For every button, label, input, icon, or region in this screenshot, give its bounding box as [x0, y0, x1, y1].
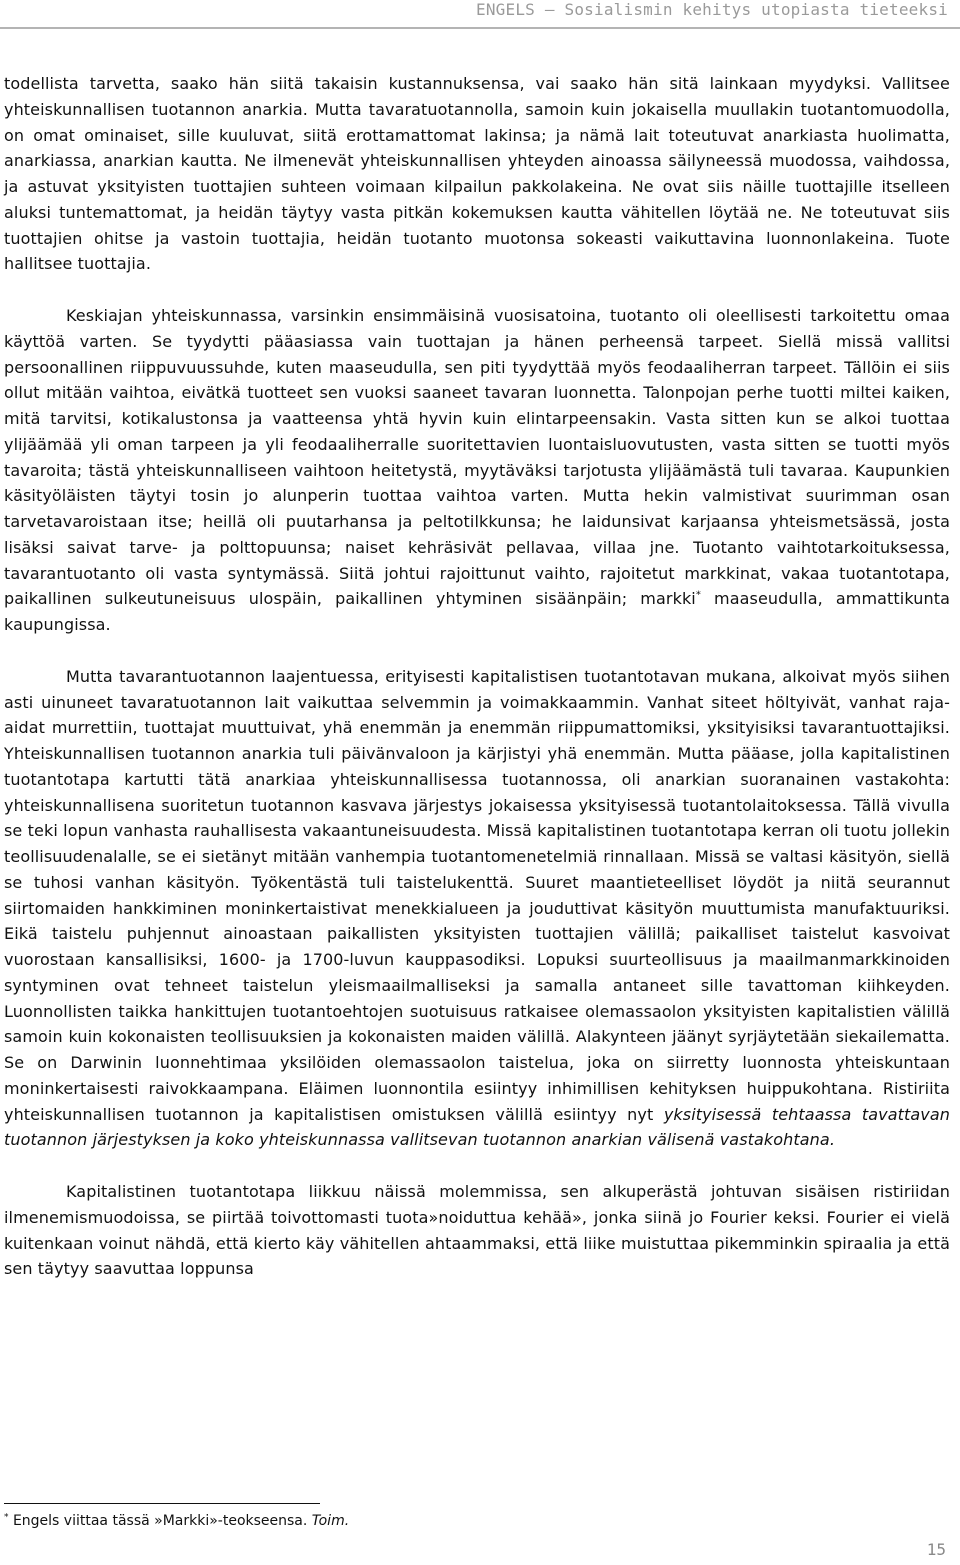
paragraph-text: todellista tarvetta, saako hän siitä takaisin kustannuksensa, vai saako hän sitä lainkaan myydyksi. Vallitsee yhteiskunnallisen tuotannon anarkia. Mutta tavaratuotannolla, samoin kuin jokaisella muullakin tuotantomuodolla, on omat ominaiset, sille kuuluvat, siitä erottamattomat lakinsa; ja nämä lait toteutuvat anarkiasta huolimatta, anarkiassa, anarkian kautta. Ne ilmenevät yhteiskunnallisen yhteyden ainoassa säilyneessä muodossa, vaihdossa, ja astuvat yksityisten tuottajien suhteen voimaan kilpailun pakkolakeina. Ne ovat siis näille tuottajille itselleen aluksi tuntemattomat, ja heidän täytyy vasta pitkän kokemuksen kautta vähitellen löytää ne. Ne toteutuvat siis tuottajien ohitse ja vastoin tuottajia, heidän tuotanto muotonsa sokeasti vaikuttavina luonnonlakeina. Tuote hallitsee tuottajia. — [4, 74, 950, 274]
body-text — [4, 71, 950, 1282]
paragraph — [4, 1179, 950, 1282]
paragraph-text: Mutta tavarantuotannon laajentuessa, erityisesti kapitalistisen tuotantotavan mukana, alkoivat myös siihen asti uinuneet tavaratuotannon lait vaikuttaa selvemmin ja voimakkaammin. Vanhat siteet höltyivät, vanhat raja-aidat murrettiin, tuottajat muuttuivat, yhä enemmän ja enemmän riippumattomiksi, yksityisiksi tavarantuottajiksi. Yhteiskunnallisen tuotannon anarkia tuli päivänvaloon ja kärjistyi yhä enemmän. Mutta pääase, jolla kapitalistinen tuotantotapa kartutti tätä anarkiaa yhteiskunnallisessa tuotannossa, oli anarkian suoranainen vastakohta: yhteiskunnallisena suoritetun tuotannon kasvava järjestys jokaisessa yksityisessä tuotantolaitoksessa. Tällä vivulla se teki lopun vanhasta rauhallisesta vakaantuneisuudesta. Missä kapitalistinen tuotantotapa kerran oli tuotu jollekin teollisuudenalalle, se ei sietänyt mitään vanhempia tuotantomenetelmiä rinnallaan. Missä se valtasi käsityön, siellä se tuhosi vanhan käsityön. Työkentästä tuli taistelukenttä. Suuret maantieteelliset löydöt ja niitä seurannut siirtomaiden hankkiminen moninkertaistivat menekkialueen ja jouduttivat käsityön muuttumista manufaktuuriksi. Eikä taistelu puhjennut ainoastaan paikallisten yksityisten tuottajien välillä; paikalliset taistelut kasvoivat vuorostaan kansallisiksi, 1600- ja 1700-luvun kauppasodiksi. Lopuksi suurteollisuus ja maailmanmarkkinoiden syntyminen ovat tehneet taistelun yleismaailmalliseksi ja samalla antaneet sille tavattoman kiihkeyden. Luonnollisten taikka hankittujen tuotantoehtojen suotuisuus ratkaisee olemassaolon yksityisten kapitalistien välillä samoin kuin kokonaisten teollisuuksien ja kokonaisten maiden välillä. Alakynteen jäänyt syrjäytetään siekailematta. Se on Darwinin luonnehtimaa yksilöiden olemassaolon taistelua, joka on siirretty luonnosta yhteiskuntaan moninkertaisesti raivokkaampana. Eläimen luonnontila esiintyy inhimillisen kehityksen huippukohtana. Ristiriita yhteiskunnallisen tuotannon ja kapitalistisen omistuksen välillä esiintyy nyt — [4, 666, 950, 1124]
running-header: ENGELS – Sosialismin kehitys utopiasta tieteeksi — [476, 0, 948, 19]
footnote-marker: * — [4, 1512, 9, 1523]
paragraph-text: maaseudulla, ammattikunta kaupungissa. — [4, 589, 950, 634]
paragraph — [4, 303, 950, 638]
footnote-reference: * — [695, 589, 701, 601]
footnote-editor-note: Toim. — [311, 1513, 350, 1529]
paragraph-text: Keskiajan yhteiskunnassa, varsinkin ensimmäisinä vuosisatoina, tuotanto oli oleellisesti tarkoitettu omaa käyttöä varten. Se tyydytti pääasiassa vain tuottajan ja hänen perheensä tarpeet. Siellä missä vallitsi persoonallinen riippuvuussuhde, kuten maaseudulla, sen piti tyydyttää myös feodaaliherran tarpeet. Tällöin ei siis ollut mitään vaihtoa, eivätkä tuotteet sen vuoksi saaneet tavaran luonnetta. Talonpojan perhe tuotti miltei kaiken, mitä tarvitsi, kotikalustonsa ja vaatteensa yhtä hyvin kuin elintarpeensakin. Vasta sitten kun se alkoi tuottaa ylijäämää yli oman tarpeen ja yli feodaaliherralle suoritettavien luontaisluovutusten, vasta sitten se tuotti myös tavaroita; tästä yhteiskunnalliseen vaihtoon heitetystä, myytäväksi tarjotusta ylijäämästä tuli tavaraa. Kaupunkien käsityöläisten täytyi tosin jo alunperin tuottaa vaihtoa varten. Mutta hekin valmistivat suurimman osan tarvetavaroistaan itse; heillä oli puutarhansa ja peltotilkkunsa; he laidunsivat karjaansa yhteismetsässä, josta lisäksi saivat tarve- ja polttopuunsa; naiset kehräsivät pellavaa, villaa jne. Tuotanto vaihtotarkoituksessa, tavarantuotanto oli vasta syntymässä. Siitä johtui rajoittunut vaihto, rajoitetut markkinat, vakaa tuotantotapa, paikallinen sulkeutuneisuus ulospäin, paikallinen yhtyminen sisäänpäin; markki — [4, 306, 950, 609]
footnote-text: Engels viittaa tässä »Markki»-teokseensa. — [8, 1513, 312, 1529]
paragraph — [4, 71, 950, 277]
footnote — [4, 1512, 704, 1530]
header-divider — [0, 27, 960, 29]
paragraph-emphasis: yksityisessä tehtaassa tavattavan tuotannon järjestyksen ja koko yhteiskunnassa vallitsevan tuotannon anarkian välisenä vastakohtana. — [4, 1104, 950, 1150]
page-number: 15 — [926, 1540, 946, 1559]
footnote-divider — [4, 1503, 320, 1504]
paragraph — [4, 664, 950, 1153]
paragraph-text: Kapitalistinen tuotantotapa liikkuu näissä molemmissa, sen alkuperästä johtuvan sisäisen ristiriidan ilmenemismuodoissa, se piirtää toivottomasti tuota»noiduttua kehää», jonka siinä jo Fourier keksi. Fourier ei vielä kuitenkaan voinut nähdä, että kierto käy vähitellen ahtaammaksi, että liike muistuttaa pikemminkin spiraalia ja että sen täytyy saavuttaa loppunsa — [4, 1182, 950, 1279]
